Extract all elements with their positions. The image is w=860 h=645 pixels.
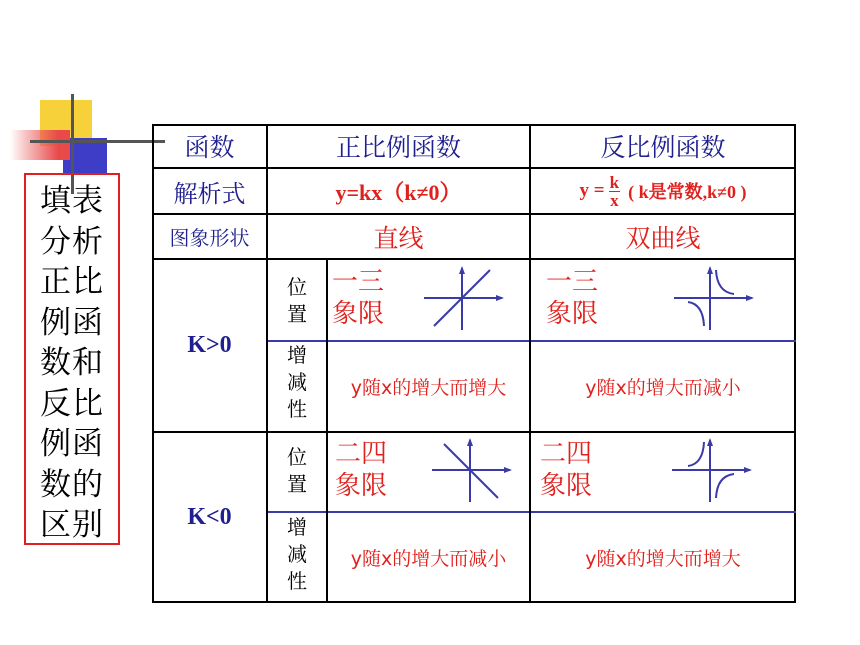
label-position: 位置: [287, 275, 307, 326]
header-inverse-proportion: 反比例函数: [600, 133, 726, 162]
side-note-line: 区别: [40, 507, 104, 543]
label-position: 位置: [287, 445, 307, 496]
label-monotonicity: 增减性: [287, 515, 307, 593]
inverse-shape: 双曲线: [625, 223, 701, 253]
header-direct-proportion: 正比例函数: [335, 133, 461, 162]
inverse-formula-prefix: y =: [579, 180, 605, 201]
direct-quadrant-kpos: 一三象限: [332, 267, 385, 329]
inverse-trend-kneg: y随x的增大而增大: [585, 548, 741, 570]
direct-quadrant-kneg: 二四象限: [335, 439, 388, 501]
direct-line-graph-kpos: [420, 264, 504, 332]
inverse-fraction-numerator: k: [609, 172, 620, 192]
inverse-formula: [530, 168, 796, 214]
inverse-quadrant-kpos: 一三象限: [546, 267, 599, 329]
inverse-quadrant-kneg: 二四象限: [540, 439, 593, 501]
inverse-formula-suffix: ( k是常数,k≠0 ): [628, 182, 747, 202]
side-note-line: 例函: [40, 304, 104, 341]
direct-line-graph-kneg: [428, 436, 512, 504]
side-note-line: 正比: [40, 264, 104, 300]
inverse-fraction-denominator: x: [610, 190, 619, 210]
inverse-hyperbola-graph-kpos: [670, 264, 754, 332]
deco-pink-gradient: [10, 130, 70, 160]
header-function: 函数: [184, 133, 235, 162]
side-note-line: 数的: [40, 466, 104, 503]
inverse-trend-kpos: y随x的增大而减小: [585, 377, 741, 399]
direct-trend-kneg: y随x的增大而减小: [350, 548, 507, 570]
side-note-box: [24, 173, 120, 545]
label-k-negative: K<0: [187, 504, 232, 530]
inverse-fraction: [609, 174, 620, 209]
label-monotonicity: 增减性: [287, 343, 307, 421]
side-note-line: 分析: [40, 223, 104, 260]
direct-shape: 直线: [373, 223, 424, 253]
side-note-line: 反比: [40, 385, 104, 422]
direct-trend-kpos: y随x的增大而增大: [350, 377, 507, 399]
side-note-line: 填表: [40, 183, 104, 219]
deco-horizontal-line: [30, 140, 165, 143]
label-formula: 解析式: [173, 179, 246, 208]
comparison-table: [152, 124, 796, 603]
direct-formula: y=kx（k≠0）: [335, 179, 462, 205]
side-note-line: 例函: [40, 426, 104, 462]
label-k-positive: K>0: [187, 332, 232, 358]
label-graph-shape: 图象形状: [169, 226, 250, 250]
side-note-line: 数和: [40, 345, 104, 381]
inverse-hyperbola-graph-kneg: [668, 436, 752, 504]
